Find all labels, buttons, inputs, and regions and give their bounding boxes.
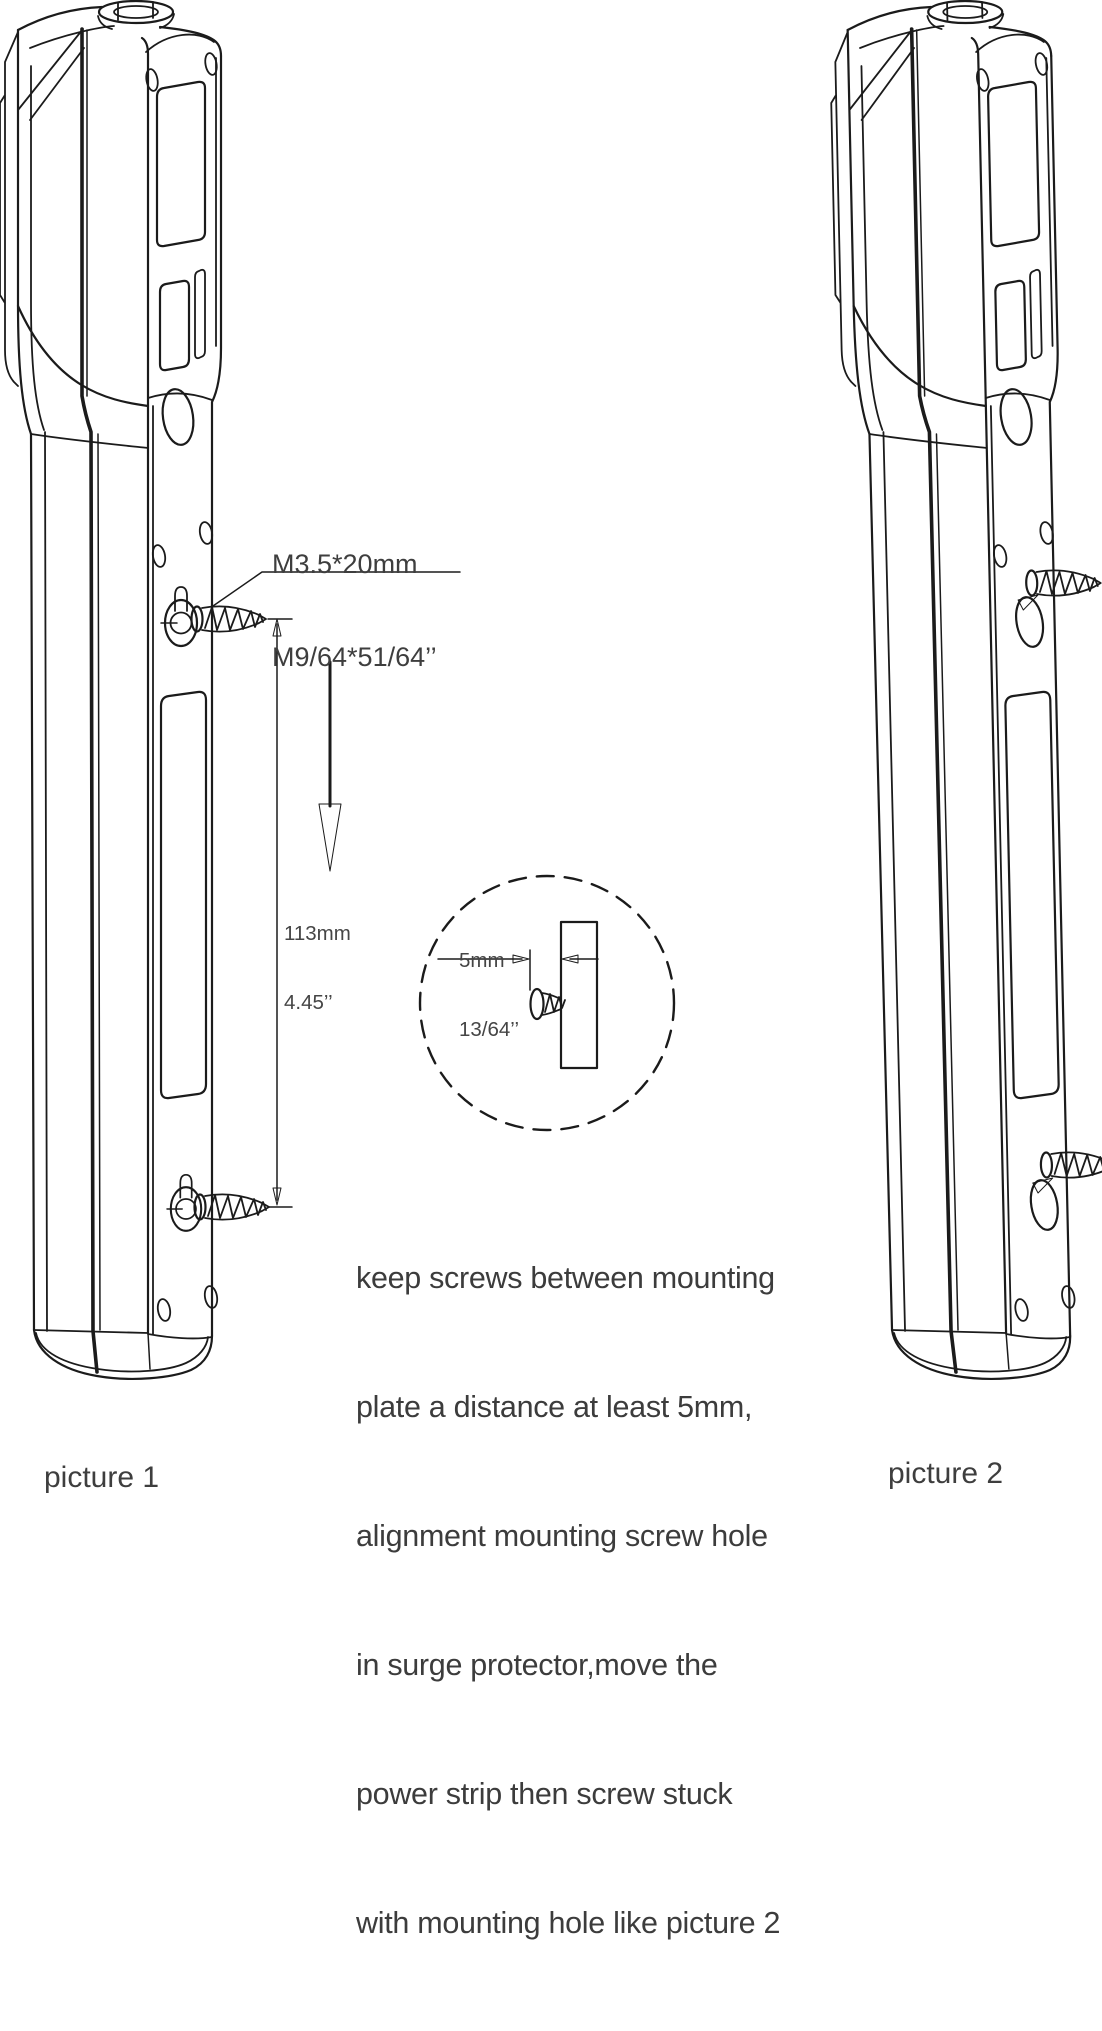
mounting-screw-bottom (1041, 1152, 1102, 1177)
distance-5-label (459, 903, 519, 1087)
keyhole-slot-bottom (167, 1175, 201, 1231)
instruction-line: keep screws between mounting (356, 1261, 775, 1295)
instruction-line: alignment mounting screw hole (356, 1519, 768, 1553)
power-strip-picture-2 (829, 1, 1102, 1379)
screw-spec-metric: M3.5*20mm (272, 549, 418, 579)
instruction-line: with mounting hole like picture 2 (356, 1906, 781, 1940)
keyhole-slot-bottom-engaged (1027, 1178, 1061, 1232)
mounting-screw-top (1026, 570, 1101, 595)
picture-1-caption: picture 1 (44, 1461, 160, 1494)
distance-113-imperial: 4.45’’ (284, 991, 333, 1014)
power-strip-body (0, 1, 221, 1379)
power-strip-picture-1 (0, 1, 292, 1379)
distance-113-label (284, 876, 351, 1060)
screw-spec-label (272, 487, 437, 735)
wall-mounting-plate (561, 922, 597, 1068)
detail-screw (531, 989, 566, 1019)
instruction-text (356, 1171, 780, 2031)
instruction-line: power strip then screw stuck (356, 1777, 733, 1811)
instruction-line: in surge protector,move the (356, 1648, 718, 1682)
distance-5-metric: 5mm (459, 949, 505, 972)
instruction-line: plate a distance at least 5mm, (356, 1390, 753, 1424)
distance-113-metric: 113mm (284, 922, 351, 945)
distance-5-imperial: 13/64’’ (459, 1018, 520, 1041)
screw-spec-imperial: M9/64*51/64’’ (272, 642, 437, 672)
picture-2-caption: picture 2 (888, 1457, 1004, 1490)
keyhole-slot-top-engaged (1013, 595, 1047, 649)
